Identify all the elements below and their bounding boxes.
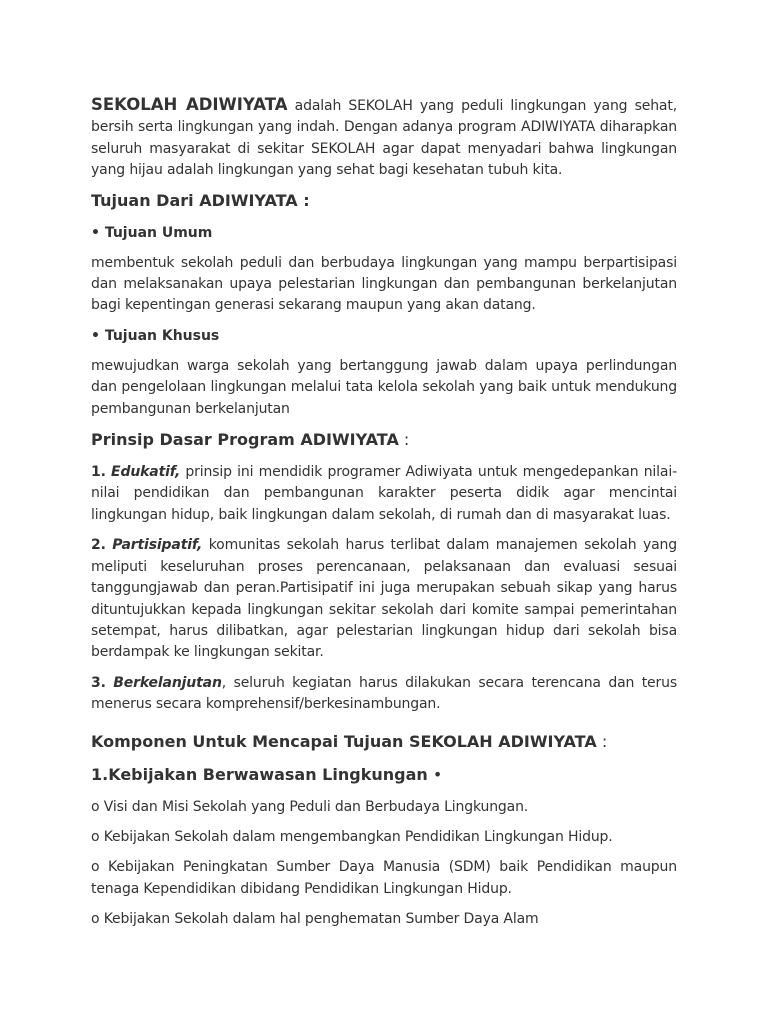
tujuan-umum-label: • Tujuan Umum	[91, 224, 213, 241]
prinsip-heading	[91, 429, 677, 451]
komponen-heading	[91, 731, 677, 753]
list-item: o Kebijakan Sekolah dalam mengembangkan Pendidikan Lingkungan Hidup.	[91, 828, 613, 845]
prinsip-item-term: Berkelanjutan	[113, 674, 222, 691]
prinsip-heading-colon: :	[398, 430, 410, 450]
list-item: o Visi dan Misi Sekolah yang Peduli dan Berbudaya Lingkungan.	[91, 798, 529, 815]
list-item: o Kebijakan Sekolah dalam hal penghematan Sumber Daya Alam	[91, 911, 539, 928]
prinsip-item-edukatif	[91, 462, 677, 526]
tujuan-heading: Tujuan Dari ADIWIYATA :	[91, 190, 310, 210]
komponen-sub-heading-text: 1.Kebijakan Berwawasan Lingkungan	[91, 764, 428, 784]
prinsip-item-number: 3.	[91, 674, 106, 691]
prinsip-item-term: Partisipatif,	[112, 537, 203, 554]
intro-title: SEKOLAH ADIWIYATA	[91, 95, 288, 114]
komponen-heading-colon: :	[596, 731, 608, 751]
intro-text: adalah SEKOLAH yang peduli lingkungan yang sehat, bersih serta lingkungan yang indah. Dengan adanya program ADIWIYATA diharapkan seluruh masyarakat di sekitar SEKOLAH agar dapat menyadari bahwa lingkungan yang hijau adalah lingkungan yang sehat bagi kesehatan tubuh kita.	[91, 98, 677, 179]
tujuan-khusus-label: • Tujuan Khusus	[91, 327, 220, 344]
prinsip-item-number: 2.	[91, 537, 106, 554]
prinsip-item-text: prinsip ini mendidik programer Adiwiyata untuk mengedepankan nilai-nilai pendidikan dan pembangunan karakter peserta didik agar mencintai lingkungan hidup, baik lingkungan dalam sekolah, di rumah dan di masyarakat luas.	[91, 464, 677, 523]
list-item: o Kebijakan Peningkatan Sumber Daya Manusia (SDM) baik Pendidikan maupun tenaga Kependidikan dibidang Pendidikan Lingkungan Hidup.	[91, 859, 677, 897]
document-body	[91, 94, 677, 940]
prinsip-item-term: Edukatif,	[111, 464, 181, 481]
intro-paragraph	[91, 94, 677, 182]
komponen-heading-text: Komponen Untuk Mencapai Tujuan SEKOLAH ADIWIYATA	[91, 731, 597, 751]
prinsip-item-text: , seluruh kegiatan harus dilakukan secara terencana dan terus menerus secara komprehensif/berkesinambungan.	[91, 674, 677, 713]
prinsip-item-text: komunitas sekolah harus terlibat dalam manajemen sekolah yang meliputi keseluruhan proses perencanaan, pelaksanaan dan evaluasi sesuai tanggungjawab dan peran.Partisipatif ini juga merupakan sebuah sikap yang harus dituntujukkan kepada lingkungan sekitar sekolah dari komite sampai pemerintahan setempat, harus dilibatkan, agar pelestarian lingkungan hidup dari sekolah bisa berdampak ke lingkungan sekitar.	[91, 537, 677, 661]
bullet-icon: •	[427, 764, 443, 784]
prinsip-item-partisipatif	[91, 535, 677, 663]
tujuan-umum-text: membentuk sekolah peduli dan berbudaya lingkungan yang mampu berpartisipasi dan melaksanakan upaya pelestarian lingkungan dan pembangunan berkelanjutan bagi kepentingan generasi sekarang maupun yang akan datang.	[91, 254, 677, 314]
komponen-sub-heading	[91, 764, 677, 786]
tujuan-khusus-text: mewujudkan warga sekolah yang bertanggung jawab dalam upaya perlindungan dan pengelolaan lingkungan melalui tata kelola sekolah yang baik untuk mendukung pembangunan berkelanjutan	[91, 357, 677, 417]
prinsip-item-number: 1.	[91, 464, 106, 481]
prinsip-item-berkelanjutan	[91, 673, 677, 716]
prinsip-heading-text: Prinsip Dasar Program ADIWIYATA	[91, 430, 399, 450]
